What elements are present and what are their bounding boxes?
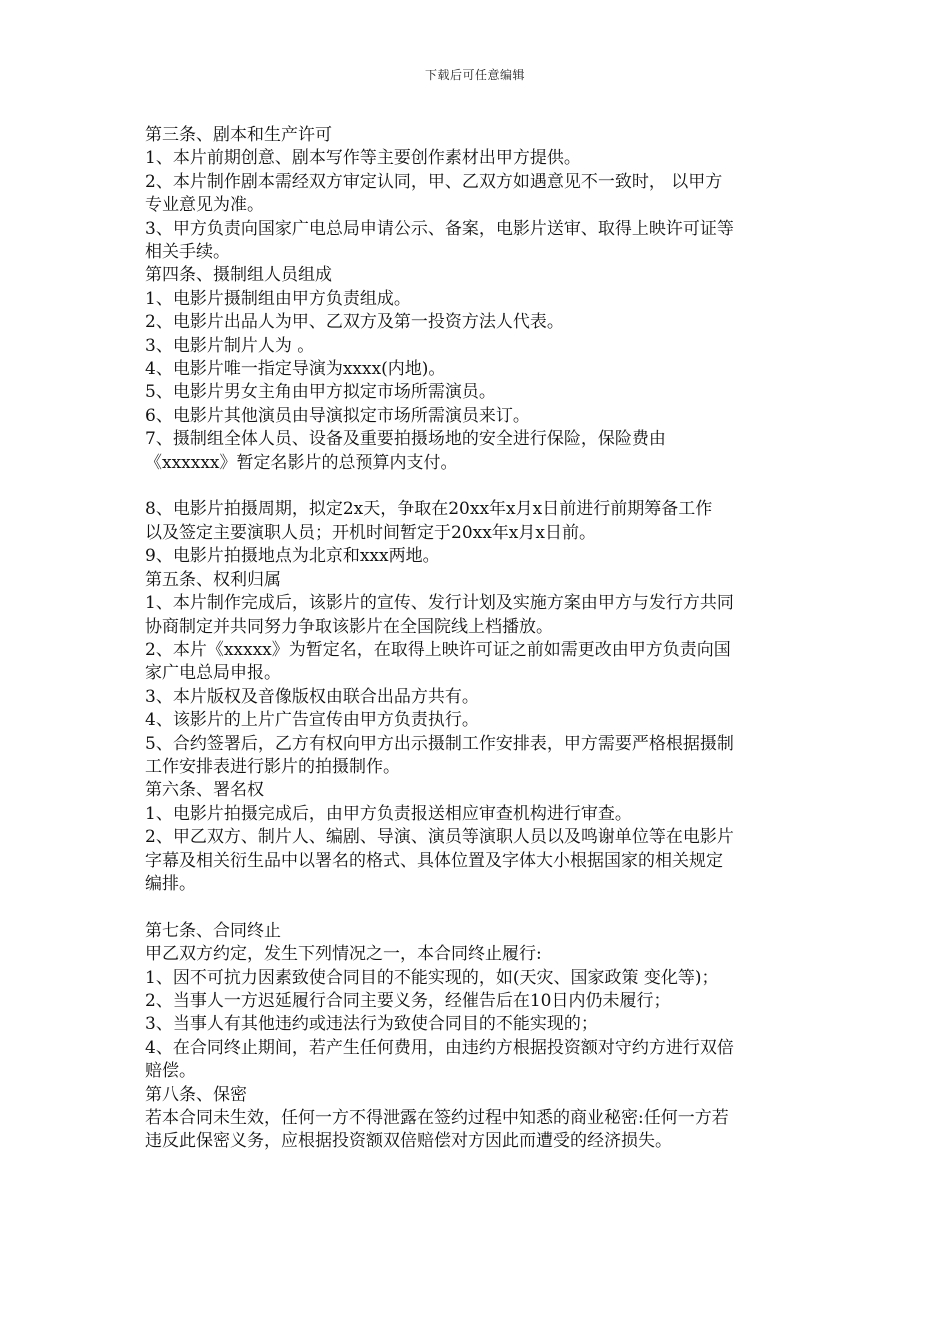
text-line: 3、电影片制片人为 。 <box>145 335 315 356</box>
text-line: 4、电影片唯一指定导演为xxxx(内地)。 <box>145 359 446 380</box>
text-line: 5、电影片男女主角由甲方拟定市场所需演员。 <box>145 382 496 403</box>
text-line: 第七条、合同终止 <box>145 920 281 941</box>
text-line: 5、合约签署后，乙方有权向甲方出示摄制工作安排表，甲方需要严格根据摄制 <box>145 733 734 754</box>
text-line: 3、当事人有其他违约或违法行为致使合同目的不能实现的； <box>145 1014 598 1035</box>
text-line: 第八条、保密 <box>145 1084 247 1105</box>
text-line: 1、本片制作完成后，该影片的宣传、发行计划及实施方案由甲方与发行方共同 <box>145 593 734 614</box>
text-line: 协商制定并共同努力争取该影片在全国院线上档播放。 <box>145 616 553 637</box>
text-line: 7、摄制组全体人员、设备及重要拍摄场地的安全进行保险，保险费由 <box>145 429 666 450</box>
text-line: 字幕及相关衍生品中以署名的格式、具体位置及字体大小根据国家的相关规定 <box>145 850 723 871</box>
text-line: 家广电总局申报。 <box>145 663 281 684</box>
text-line: 1、电影片摄制组由甲方负责组成。 <box>145 288 411 309</box>
text-line: 2、当事人一方迟延履行合同主要义务，经催告后在10日内仍未履行； <box>145 991 671 1011</box>
text-line: 4、该影片的上片广告宣传由甲方负责执行。 <box>145 710 479 731</box>
text-line: 2、本片制作剧本需经双方审定认同，甲、乙双方如遇意见不一致时， 以甲方 <box>145 171 723 192</box>
text-line: 专业意见为准。 <box>145 195 264 216</box>
text-line: 1、因不可抗力因素致使合同目的不能实现的，如(天灾、国家政策 变化等)； <box>145 967 719 988</box>
text-line: 3、本片版权及音像版权由联合出品方共有。 <box>145 686 479 707</box>
text-line: 2、甲乙双方、制片人、编剧、导演、演员等演职人员以及鸣谢单位等在电影片 <box>145 827 734 848</box>
text-line: 若本合同未生效，任何一方不得泄露在签约过程中知悉的商业秘密:任何一方若 <box>145 1108 729 1129</box>
text-line: 6、电影片其他演员由导演拟定市场所需演员来订。 <box>145 405 530 426</box>
text-line: 9、电影片拍摄地点为北京和xxx两地。 <box>145 546 440 567</box>
text-line: 《xxxxxx》暂定名影片的总预算内支付。 <box>145 452 458 473</box>
text-line: 第六条、署名权 <box>145 780 264 801</box>
text-line: 赔偿。 <box>145 1061 196 1082</box>
text-line: 相关手续。 <box>145 242 230 263</box>
document-body <box>145 124 810 1154</box>
text-line: 编排。 <box>145 873 196 894</box>
text-line: 3、甲方负责向国家广电总局申请公示、备案，电影片送审、取得上映许可证等 <box>145 218 734 239</box>
text-line: 第五条、权利归属 <box>145 569 281 590</box>
text-line: 1、电影片拍摄完成后，由甲方负责报送相应审查机构进行审查。 <box>145 803 632 824</box>
text-line: 2、本片《xxxxx》为暂定名，在取得上映许可证之前如需更改由甲方负责向国 <box>145 639 731 660</box>
text-line: 2、电影片出品人为甲、乙双方及第一投资方法人代表。 <box>145 312 564 333</box>
text-line: 第三条、剧本和生产许可 <box>145 125 332 145</box>
text-line: 违反此保密义务，应根据投资额双倍赔偿对方因此而遭受的经济损失。 <box>145 1131 672 1152</box>
text-line: 甲乙双方约定，发生下列情况之一，本合同终止履行: <box>145 944 542 965</box>
text-line: 第四条、摄制组人员组成 <box>145 265 332 286</box>
header-note: 下载后可任意编辑 <box>424 68 525 82</box>
blank-line <box>145 896 810 919</box>
text-line: 8、电影片拍摄周期，拟定2x天，争取在20xx年x月x日前进行前期筹备工作 <box>145 499 713 520</box>
text-line: 以及签定主要演职人员；开机时间暂定于20xx年x月x日前。 <box>145 522 596 543</box>
blank-line <box>145 475 810 498</box>
text-line: 1、本片前期创意、剧本写作等主要创作素材出甲方提供。 <box>145 148 581 169</box>
text-line: 工作安排表进行影片的拍摄制作。 <box>145 756 400 777</box>
text-line: 4、在合同终止期间，若产生任何费用，由违约方根据投资额对守约方进行双倍 <box>145 1037 734 1058</box>
